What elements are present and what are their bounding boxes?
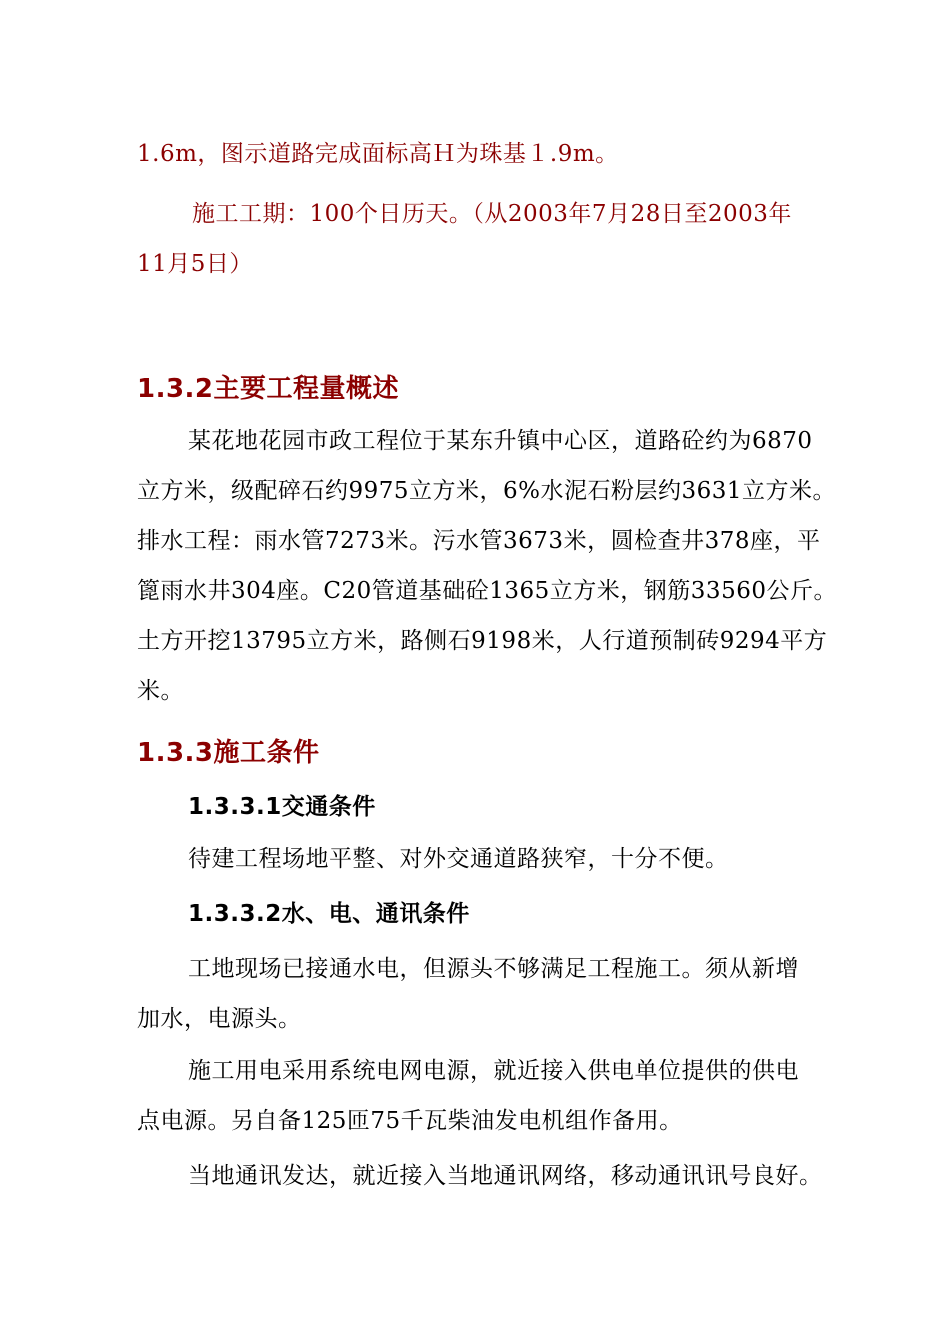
quantities-line: 篦雨水井304座。C20管道基础砼1365立方米，钢筋33560公斤。 [137,578,837,604]
quantities-line: 米。 [137,678,184,704]
power-paragraph-line: 施工用电采用系统电网电源，就近接入供电单位提供的供电 [188,1058,799,1084]
quantities-line: 排水工程：雨水管7273米。污水管3673米，圆检查井378座，平 [137,528,821,554]
section-heading-main-quantities: 1.3.2主要工程量概述 [137,374,400,404]
quantities-line: 土方开挖13795立方米，路侧石9198米，人行道预制砖9294平方 [137,628,828,654]
section-heading-construction-conditions: 1.3.3施工条件 [137,738,320,768]
power-paragraph-line: 点电源。另自备125匝75千瓦柴油发电机组作备用。 [137,1108,683,1134]
construction-period-line: 施工工期：100个日历天。（从2003年7月28日至2003年 [192,201,792,227]
traffic-conditions-text: 待建工程场地平整、对外交通道路狭窄，十分不便。 [188,846,729,872]
subheading-utilities-conditions: 1.3.3.2水、电、通讯条件 [188,901,470,927]
telecom-paragraph-line: 当地通讯发达，就近接入当地通讯网络，移动通讯讯号良好。 [188,1163,823,1189]
subheading-traffic-conditions: 1.3.3.1交通条件 [188,794,376,820]
intro-line: 1.6m，图示道路完成面标高Ｈ为珠基１.9m。 [137,141,619,167]
utilities-paragraph-line: 加水，电源头。 [137,1006,302,1032]
quantities-line: 某花地花园市政工程位于某东升镇中心区，道路砼约为6870 [188,428,813,454]
quantities-line: 立方米，级配碎石约9975立方米，6%水泥石粉层约3631立方米。 [137,478,837,504]
utilities-paragraph-line: 工地现场已接通水电，但源头不够满足工程施工。须从新增 [188,956,799,982]
construction-period-line-cont: 11月5日） [137,251,253,277]
